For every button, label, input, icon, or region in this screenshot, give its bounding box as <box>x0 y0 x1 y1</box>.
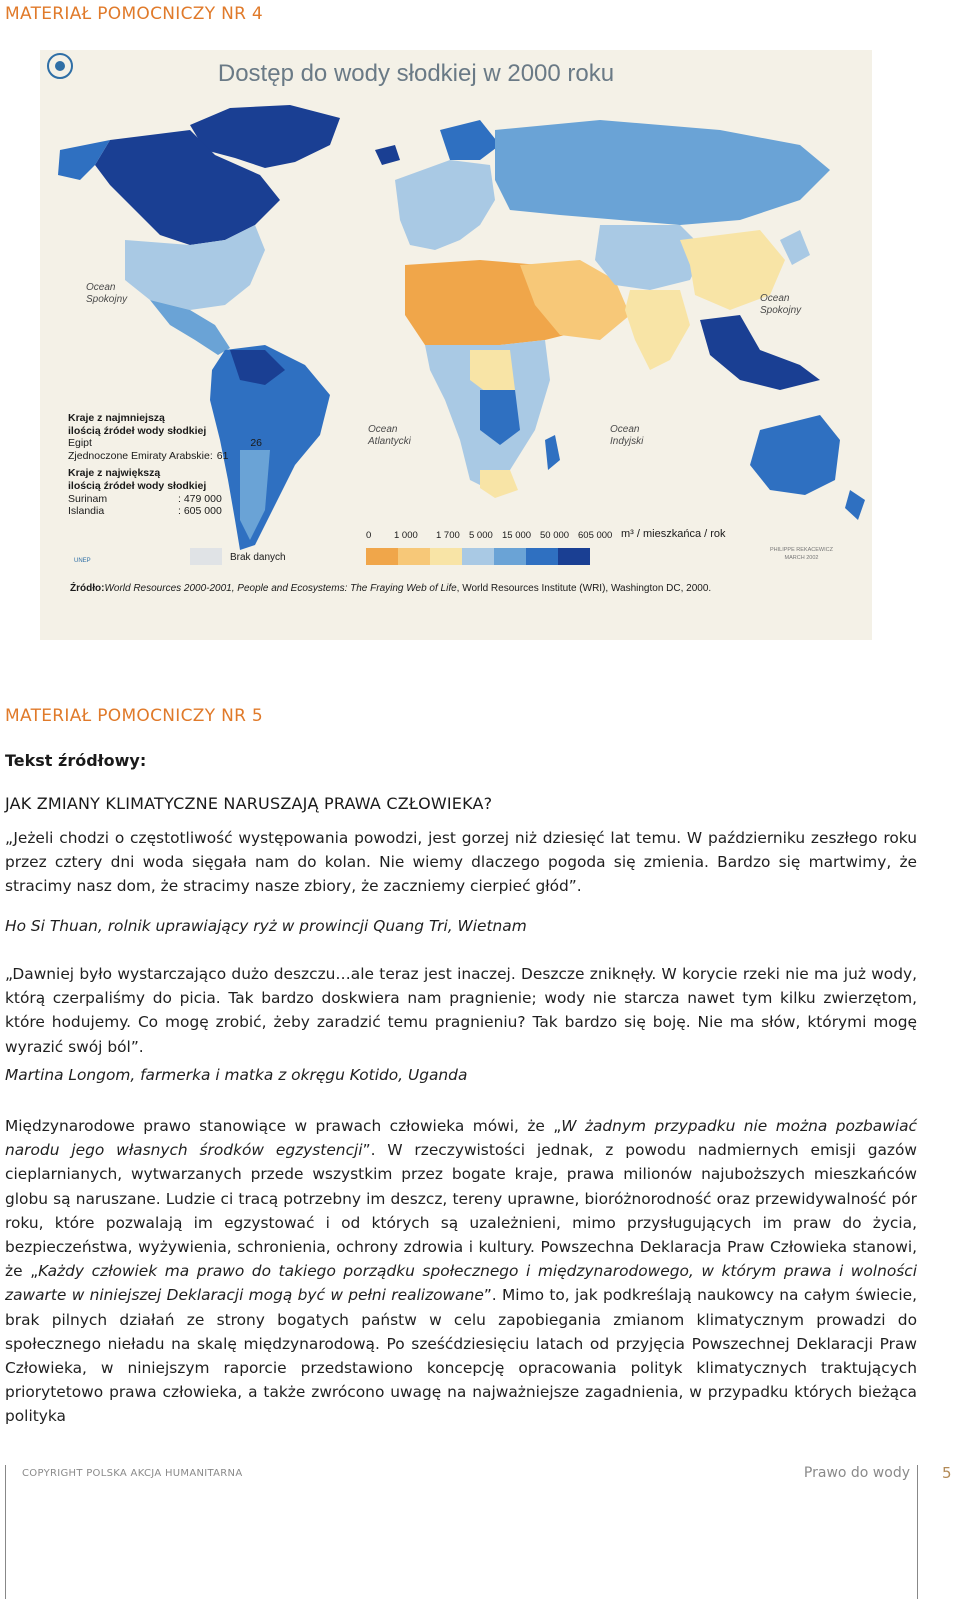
ocean-label-line: Ocean <box>86 282 116 293</box>
ocean-label-line: Ocean <box>368 424 398 435</box>
footer-title: Prawo do wody <box>803 1465 910 1481</box>
legend-tick: 15 000 <box>502 530 532 541</box>
most-heading <box>68 467 268 492</box>
quote-farmer-vietnam: „Jeżeli chodzi o częstotliwość występowania powodzi, jest gorzej niż dziesięć lat temu. W październiku zeszłego roku przez cztery dni woda sięgała nam do kolan. Nie wiemy dlaczego pogoda się zmienia. Bardzo się martwimy, że stracimy nasz dom, że stracimy nasze zbiory, że zaczniemy cierpieć głód”. <box>5 829 917 896</box>
water-access-map <box>40 50 872 640</box>
unep-label: UNEP <box>74 558 91 564</box>
ocean-label-line: Atlantycki <box>368 436 411 447</box>
key-value: 61 <box>216 449 229 462</box>
article-question: JAK ZMIANY KLIMATYCZNE NARUSZAJĄ PRAWA CZŁOWIEKA? <box>5 794 493 813</box>
map-credit <box>770 546 833 562</box>
section-heading-material-4: MATERIAŁ POMOCNICZY NR 4 <box>5 4 264 24</box>
legend-swatch <box>558 548 590 565</box>
quote-farmer-uganda: „Dawniej było wystarczająco dużo deszczu…ale teraz jest inaczej. Deszcze zniknęły. W korycie rzeki nie ma już wody, którą czerpaliśmy do picia. Tak bardzo doskwiera nam pragnienie; wody nie starcza nawet tym kilku zwierzętom, które hodujemy. Co mogę zrobić, żeby zaradzić temu pragnieniu? Tak bardzo się boję. Nie ma słów, którymi mogę wyrazić swój ból”. <box>5 965 917 1056</box>
footer-divider <box>917 1465 918 1599</box>
legend-swatch <box>366 548 398 565</box>
body-paragraph <box>5 1114 917 1429</box>
legend-swatch <box>430 548 462 565</box>
ocean-label-line: Ocean <box>610 424 640 435</box>
least-row <box>68 437 268 450</box>
section-heading-material-5: MATERIAŁ POMOCNICZY NR 5 <box>5 706 264 726</box>
key-heading-line: Kraje z najmniejszą <box>68 412 165 424</box>
legend-tick: 5 000 <box>469 530 493 541</box>
legend-swatch <box>526 548 558 565</box>
map-source <box>70 583 711 594</box>
legend-color-bar <box>366 548 766 565</box>
legend-ticks <box>366 530 766 544</box>
ocean-label-line: Indyjski <box>610 436 644 447</box>
key-country: Egipt <box>68 437 92 450</box>
footer-copyright: COPYRIGHT POLSKA AKCJA HUMANITARNA <box>22 1468 243 1479</box>
least-heading <box>68 412 268 437</box>
key-value: : 605 000 <box>178 505 222 518</box>
credit-line: PHILIPPE REKACEWICZ <box>770 547 833 553</box>
footer-divider <box>5 1465 6 1599</box>
source-label: Źródło: <box>70 583 105 594</box>
ocean-label-line: Spokojny <box>86 294 128 305</box>
key-heading-line: ilością źródeł wody słodkiej <box>68 479 207 492</box>
legend-tick: 1 700 <box>436 530 460 541</box>
body-text: ”. W rzeczywistości jednak, z powodu nadmiernych emisji gazów cieplarnianych, wytwarzanych przede wszystkim przez bogate kraje, prawa milionów najuboższych mieszkańców globu są naruszane. Ludzie ci tracą potrzebny im deszcz, tereny uprawne, bioróżnorodność oraz przewidywalność pór roku, które pozwalają im egzystować i od których są uzależnieni, mimo przysługujących im praw do życia, bezpieczeństwa, wyżywienia, schronienia, ochrony zdrowia i kultury. Powszechna Deklaracja Praw Człowieka stanowi, że „ <box>5 1141 917 1281</box>
most-row <box>68 505 268 518</box>
legend-tick: 50 000 <box>540 530 570 541</box>
ocean-label-line: Ocean <box>760 293 790 304</box>
source-text-label: Tekst źródłowy: <box>5 751 147 770</box>
least-row <box>68 450 268 463</box>
key-country: Zjednoczone Emiraty Arabskie: <box>68 449 213 462</box>
key-heading-line: Kraje z największą <box>68 467 161 480</box>
key-heading-line: ilością źródeł wody słodkiej <box>68 424 207 437</box>
ocean-label-line: Spokojny <box>760 305 802 316</box>
body-quote: W żadnym przypadku nie można pozbawiać narodu jego własnych środków egzystencji <box>5 1117 917 1160</box>
key-country: Islandia <box>68 505 105 518</box>
quote-attribution: Ho Si Thuan, rolnik uprawiający ryż w prowincji Quang Tri, Wietnam <box>5 917 527 935</box>
key-value: 26 <box>250 437 262 450</box>
source-publisher: , World Resources Institute (WRI), Washington DC, 2000. <box>456 583 712 594</box>
no-data-label: Brak danych <box>230 552 286 563</box>
page-number: 5 <box>942 1464 952 1482</box>
legend-tick: 0 <box>366 530 372 541</box>
legend-tick: 605 000 <box>578 530 613 541</box>
key-country: Surinam <box>68 492 108 505</box>
most-row <box>68 493 268 506</box>
map-legend <box>366 530 766 565</box>
no-data-swatch <box>190 548 222 565</box>
legend-swatch <box>398 548 430 565</box>
ocean-label-pacific-left <box>86 282 127 306</box>
map-title: Dostęp do wody słodkiej w 2000 roku <box>217 60 615 87</box>
legend-swatch <box>494 548 526 565</box>
unep-logo-icon <box>40 50 80 90</box>
quote-attribution: Martina Longom, farmerka i matka z okręgu Kotido, Uganda <box>5 1066 468 1084</box>
legend-swatch <box>462 548 494 565</box>
legend-tick: 1 000 <box>394 530 418 541</box>
ocean-label-pacific-right <box>760 293 801 317</box>
body-text: ”. Mimo to, jak podkreślają naukowcy na całym świecie, brak pilnych działań ze strony bogatych państw w celu zapobiegania zmianom klimatycznym prowadzi do społecznego nieładu na skalę międzynarodową. Po sześćdziesięciu latach od przyjęcia Powszechnej Deklaracji Praw Człowieka, w niniejszym raporcie przedstawiono koncepcję opracowania polityk klimatycznych traktujących priorytetowo prawa człowieka, a także zwrócono uwagę na najważniejsze zagadnienia, w przypadku których bieżąca polityka <box>5 1286 917 1426</box>
legend-unit: m³ / mieszkańca / rok <box>621 528 726 540</box>
body-text: Międzynarodowe prawo stanowiące w prawach człowieka mówi, że „ <box>5 1117 562 1135</box>
key-value: : 479 000 <box>178 492 222 505</box>
source-title: World Resources 2000-2001, People and Ecosystems: The Fraying Web of Life <box>104 583 457 594</box>
ocean-label-atlantic <box>368 424 411 448</box>
credit-line: MARCH 2002 <box>784 555 819 561</box>
body-quote: Każdy człowiek ma prawo do takiego porządku społecznego i międzynarodowego, w którym prawa i wolności zawarte w niniejszej Deklaracji mogą być w pełni realizowane <box>5 1262 917 1305</box>
freshwater-extremes-key <box>68 412 268 518</box>
ocean-label-indian <box>610 424 643 448</box>
